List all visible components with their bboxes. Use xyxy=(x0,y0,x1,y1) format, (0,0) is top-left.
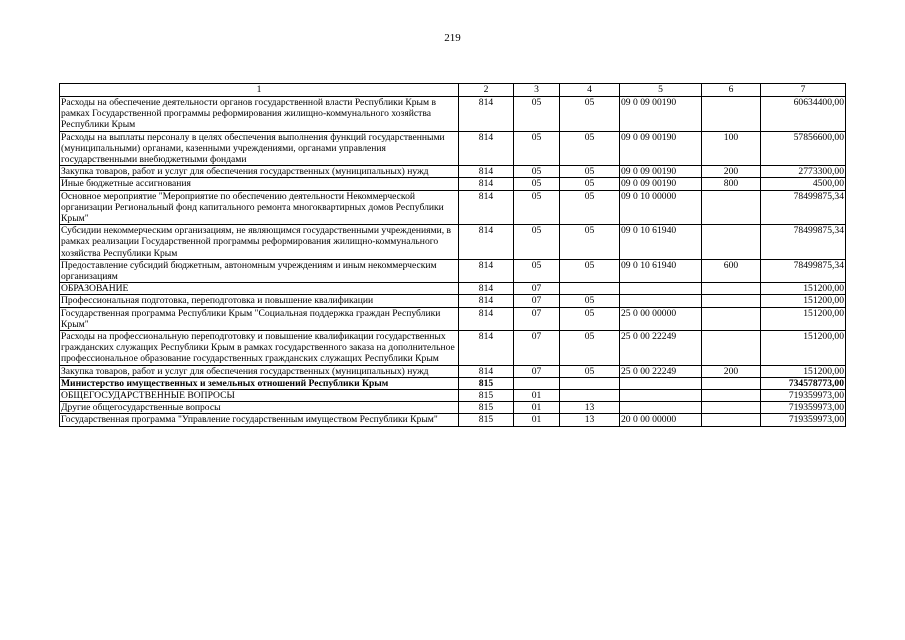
row-pr-cell: 05 xyxy=(560,365,620,377)
row-csr-cell: 09 0 09 00190 xyxy=(620,166,702,178)
row-gr-cell: 814 xyxy=(459,307,514,330)
row-pr-cell: 05 xyxy=(560,225,620,260)
header-col-3: 3 xyxy=(514,84,560,97)
row-vr-cell xyxy=(702,225,761,260)
table-row xyxy=(60,365,846,377)
row-rz-cell: 05 xyxy=(514,259,560,282)
row-gr-cell: 814 xyxy=(459,190,514,225)
row-name-cell: ОБРАЗОВАНИЕ xyxy=(60,283,459,295)
row-name-cell: Закупка товаров, работ и услуг для обеспечения государственных (муниципальных) нужд xyxy=(60,166,459,178)
row-rz-cell: 05 xyxy=(514,97,560,132)
row-rz-cell: 05 xyxy=(514,190,560,225)
row-gr-cell: 814 xyxy=(459,178,514,190)
row-vr-cell xyxy=(702,402,761,414)
row-gr-cell: 815 xyxy=(459,390,514,402)
row-sum-cell: 4500,00 xyxy=(761,178,846,190)
row-pr-cell xyxy=(560,377,620,389)
row-vr-cell xyxy=(702,390,761,402)
row-csr-cell xyxy=(620,390,702,402)
row-csr-cell: 25 0 00 00000 xyxy=(620,307,702,330)
row-gr-cell: 814 xyxy=(459,225,514,260)
row-gr-cell: 815 xyxy=(459,402,514,414)
row-name-cell: Расходы на обеспечение деятельности органов государственной власти Республики Крым в рамках Государственной программы реформирования жилищно-коммунального хозяйства Республики Крым xyxy=(60,97,459,132)
row-csr-cell: 09 0 10 61940 xyxy=(620,259,702,282)
row-pr-cell: 05 xyxy=(560,295,620,307)
row-sum-cell: 78499875,34 xyxy=(761,259,846,282)
row-rz-cell: 01 xyxy=(514,414,560,426)
row-name-cell: Расходы на профессиональную переподготовку и повышение квалификации государственных гражданских служащих Республики Крым в рамках государственного заказа на дополнительное профессиональное образование государственных гражданских служащих Республики Крым xyxy=(60,331,459,366)
row-sum-cell: 60634400,00 xyxy=(761,97,846,132)
table-row xyxy=(60,225,846,260)
table-row xyxy=(60,377,846,389)
row-csr-cell xyxy=(620,295,702,307)
row-name-cell: ОБЩЕГОСУДАРСТВЕННЫЕ ВОПРОСЫ xyxy=(60,390,459,402)
row-pr-cell: 13 xyxy=(560,402,620,414)
row-pr-cell: 05 xyxy=(560,178,620,190)
table-row xyxy=(60,259,846,282)
row-vr-cell xyxy=(702,295,761,307)
row-name-cell: Предоставление субсидий бюджетным, автономным учреждениям и иным некоммерческим организациям xyxy=(60,259,459,282)
row-sum-cell: 719359973,00 xyxy=(761,402,846,414)
table-row xyxy=(60,178,846,190)
header-col-6: 6 xyxy=(702,84,761,97)
row-sum-cell: 151200,00 xyxy=(761,365,846,377)
row-gr-cell: 814 xyxy=(459,259,514,282)
row-sum-cell: 734578773,00 xyxy=(761,377,846,389)
row-sum-cell: 78499875,34 xyxy=(761,190,846,225)
row-name-cell: Другие общегосударственные вопросы xyxy=(60,402,459,414)
row-name-cell: Государственная программа "Управление государственным имуществом Республики Крым" xyxy=(60,414,459,426)
row-gr-cell: 814 xyxy=(459,331,514,366)
row-gr-cell: 814 xyxy=(459,365,514,377)
row-pr-cell: 05 xyxy=(560,259,620,282)
row-sum-cell: 151200,00 xyxy=(761,295,846,307)
table-row xyxy=(60,190,846,225)
row-vr-cell xyxy=(702,283,761,295)
header-col-7: 7 xyxy=(761,84,846,97)
row-csr-cell xyxy=(620,283,702,295)
row-pr-cell: 13 xyxy=(560,414,620,426)
row-sum-cell: 719359973,00 xyxy=(761,390,846,402)
row-csr-cell: 09 0 09 00190 xyxy=(620,97,702,132)
row-rz-cell: 05 xyxy=(514,178,560,190)
row-name-cell: Профессиональная подготовка, переподготовка и повышение квалификации xyxy=(60,295,459,307)
row-vr-cell xyxy=(702,307,761,330)
row-vr-cell xyxy=(702,190,761,225)
table-row xyxy=(60,97,846,132)
table-row xyxy=(60,283,846,295)
row-rz-cell: 07 xyxy=(514,283,560,295)
row-rz-cell: 07 xyxy=(514,307,560,330)
row-gr-cell: 815 xyxy=(459,414,514,426)
page-number: 219 xyxy=(444,32,461,44)
table-row xyxy=(60,131,846,166)
header-col-2: 2 xyxy=(459,84,514,97)
header-col-4: 4 xyxy=(560,84,620,97)
row-name-cell: Закупка товаров, работ и услуг для обеспечения государственных (муниципальных) нужд xyxy=(60,365,459,377)
row-vr-cell: 200 xyxy=(702,166,761,178)
row-pr-cell xyxy=(560,390,620,402)
row-name-cell: Министерство имущественных и земельных отношений Республики Крым xyxy=(60,377,459,389)
table-row xyxy=(60,295,846,307)
row-csr-cell xyxy=(620,377,702,389)
row-name-cell: Иные бюджетные ассигнования xyxy=(60,178,459,190)
row-pr-cell: 05 xyxy=(560,190,620,225)
row-rz-cell xyxy=(514,377,560,389)
row-rz-cell: 07 xyxy=(514,331,560,366)
row-rz-cell: 05 xyxy=(514,225,560,260)
row-pr-cell xyxy=(560,283,620,295)
row-name-cell: Основное мероприятие "Мероприятие по обеспечению деятельности Некоммерческой организации Региональный фонд капитального ремонта многоквартирных домов Республики Крым" xyxy=(60,190,459,225)
table-row xyxy=(60,331,846,366)
row-vr-cell: 600 xyxy=(702,259,761,282)
row-rz-cell: 07 xyxy=(514,295,560,307)
budget-table xyxy=(59,83,846,427)
row-gr-cell: 814 xyxy=(459,283,514,295)
row-rz-cell: 01 xyxy=(514,390,560,402)
row-pr-cell: 05 xyxy=(560,131,620,166)
row-name-cell: Субсидии некоммерческим организациям, не являющимся государственными учреждениями, в рамках реализации Государственной программы реформирования жилищно-коммунального хозяйства Республики Крым xyxy=(60,225,459,260)
row-gr-cell: 814 xyxy=(459,97,514,132)
row-vr-cell: 100 xyxy=(702,131,761,166)
header-col-1: 1 xyxy=(60,84,459,97)
row-rz-cell: 07 xyxy=(514,365,560,377)
row-sum-cell: 151200,00 xyxy=(761,331,846,366)
row-csr-cell: 25 0 00 22249 xyxy=(620,331,702,366)
row-csr-cell xyxy=(620,402,702,414)
row-gr-cell: 814 xyxy=(459,295,514,307)
row-sum-cell: 2773300,00 xyxy=(761,166,846,178)
row-vr-cell xyxy=(702,331,761,366)
row-vr-cell xyxy=(702,97,761,132)
row-sum-cell: 57856600,00 xyxy=(761,131,846,166)
table-row xyxy=(60,166,846,178)
table-row xyxy=(60,390,846,402)
row-sum-cell: 151200,00 xyxy=(761,307,846,330)
row-csr-cell: 09 0 10 61940 xyxy=(620,225,702,260)
row-vr-cell: 800 xyxy=(702,178,761,190)
row-csr-cell: 09 0 09 00190 xyxy=(620,131,702,166)
row-gr-cell: 814 xyxy=(459,166,514,178)
row-name-cell: Расходы на выплаты персоналу в целях обеспечения выполнения функций государственными (муниципальными) органами, казенными учреждениями, органами управления государственными внебюджетными фондами xyxy=(60,131,459,166)
header-col-5: 5 xyxy=(620,84,702,97)
row-sum-cell: 78499875,34 xyxy=(761,225,846,260)
row-pr-cell: 05 xyxy=(560,97,620,132)
row-name-cell: Государственная программа Республики Крым "Социальная поддержка граждан Республики Крым" xyxy=(60,307,459,330)
row-csr-cell: 20 0 00 00000 xyxy=(620,414,702,426)
table-row xyxy=(60,307,846,330)
row-sum-cell: 719359973,00 xyxy=(761,414,846,426)
row-rz-cell: 01 xyxy=(514,402,560,414)
row-rz-cell: 05 xyxy=(514,166,560,178)
row-sum-cell: 151200,00 xyxy=(761,283,846,295)
row-csr-cell: 09 0 09 00190 xyxy=(620,178,702,190)
table-row xyxy=(60,414,846,426)
row-pr-cell: 05 xyxy=(560,166,620,178)
row-gr-cell: 814 xyxy=(459,131,514,166)
row-vr-cell xyxy=(702,377,761,389)
row-csr-cell: 09 0 10 00000 xyxy=(620,190,702,225)
row-csr-cell: 25 0 00 22249 xyxy=(620,365,702,377)
row-rz-cell: 05 xyxy=(514,131,560,166)
row-vr-cell xyxy=(702,414,761,426)
row-vr-cell: 200 xyxy=(702,365,761,377)
row-pr-cell: 05 xyxy=(560,331,620,366)
table-body xyxy=(60,97,846,427)
row-gr-cell: 815 xyxy=(459,377,514,389)
header-row xyxy=(60,84,846,97)
table-row xyxy=(60,402,846,414)
row-pr-cell: 05 xyxy=(560,307,620,330)
